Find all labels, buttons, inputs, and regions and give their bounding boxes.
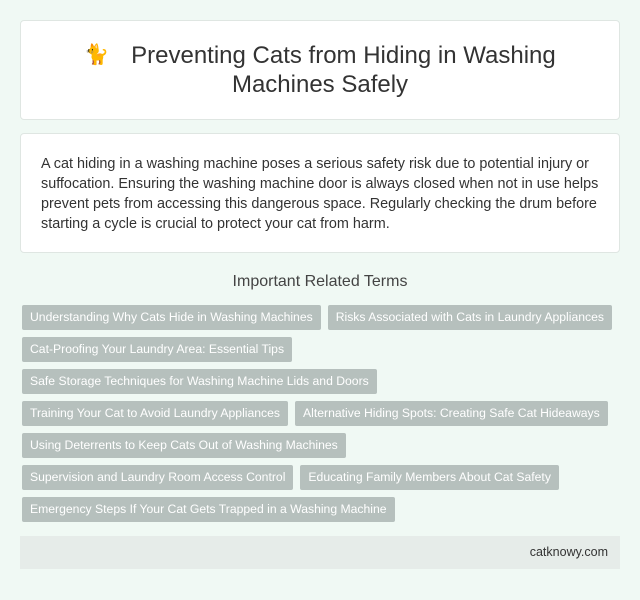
term-tag[interactable]: Understanding Why Cats Hide in Washing Machines: [22, 305, 321, 330]
term-tag[interactable]: Alternative Hiding Spots: Creating Safe Cat Hideaways: [295, 401, 608, 426]
term-tag[interactable]: Emergency Steps If Your Cat Gets Trapped in a Washing Machine: [22, 497, 395, 522]
term-tag[interactable]: Risks Associated with Cats in Laundry Appliances: [328, 305, 612, 330]
cat-icon: 🐈: [84, 44, 110, 66]
page-title: [61, 41, 579, 99]
term-tag[interactable]: Educating Family Members About Cat Safety: [300, 465, 559, 490]
term-tag[interactable]: Training Your Cat to Avoid Laundry Appliances: [22, 401, 288, 426]
terms-heading: Important Related Terms: [232, 273, 408, 290]
term-tag[interactable]: Safe Storage Techniques for Washing Machine Lids and Doors: [22, 369, 377, 394]
term-tag[interactable]: Cat-Proofing Your Laundry Area: Essential Tips: [22, 337, 292, 362]
summary-text: A cat hiding in a washing machine poses a serious safety risk due to potential injury or suffocation. Ensuring the washing machine door is always closed when not in use helps prevent pets from accessing this dangerous space. Regularly checking the drum before starting a cycle is crucial to protect your cat from harm.: [41, 156, 599, 232]
footer: [20, 536, 620, 569]
summary-card: [20, 133, 620, 253]
page-title-text: Preventing Cats from Hiding in Washing Machines Safely: [131, 42, 556, 98]
terms-list: [22, 305, 622, 529]
term-tag[interactable]: Using Deterrents to Keep Cats Out of Washing Machines: [22, 433, 346, 458]
header-card: [20, 20, 620, 120]
term-tag[interactable]: Supervision and Laundry Room Access Control: [22, 465, 293, 490]
footer-site-link[interactable]: catknowy.com: [529, 545, 608, 559]
